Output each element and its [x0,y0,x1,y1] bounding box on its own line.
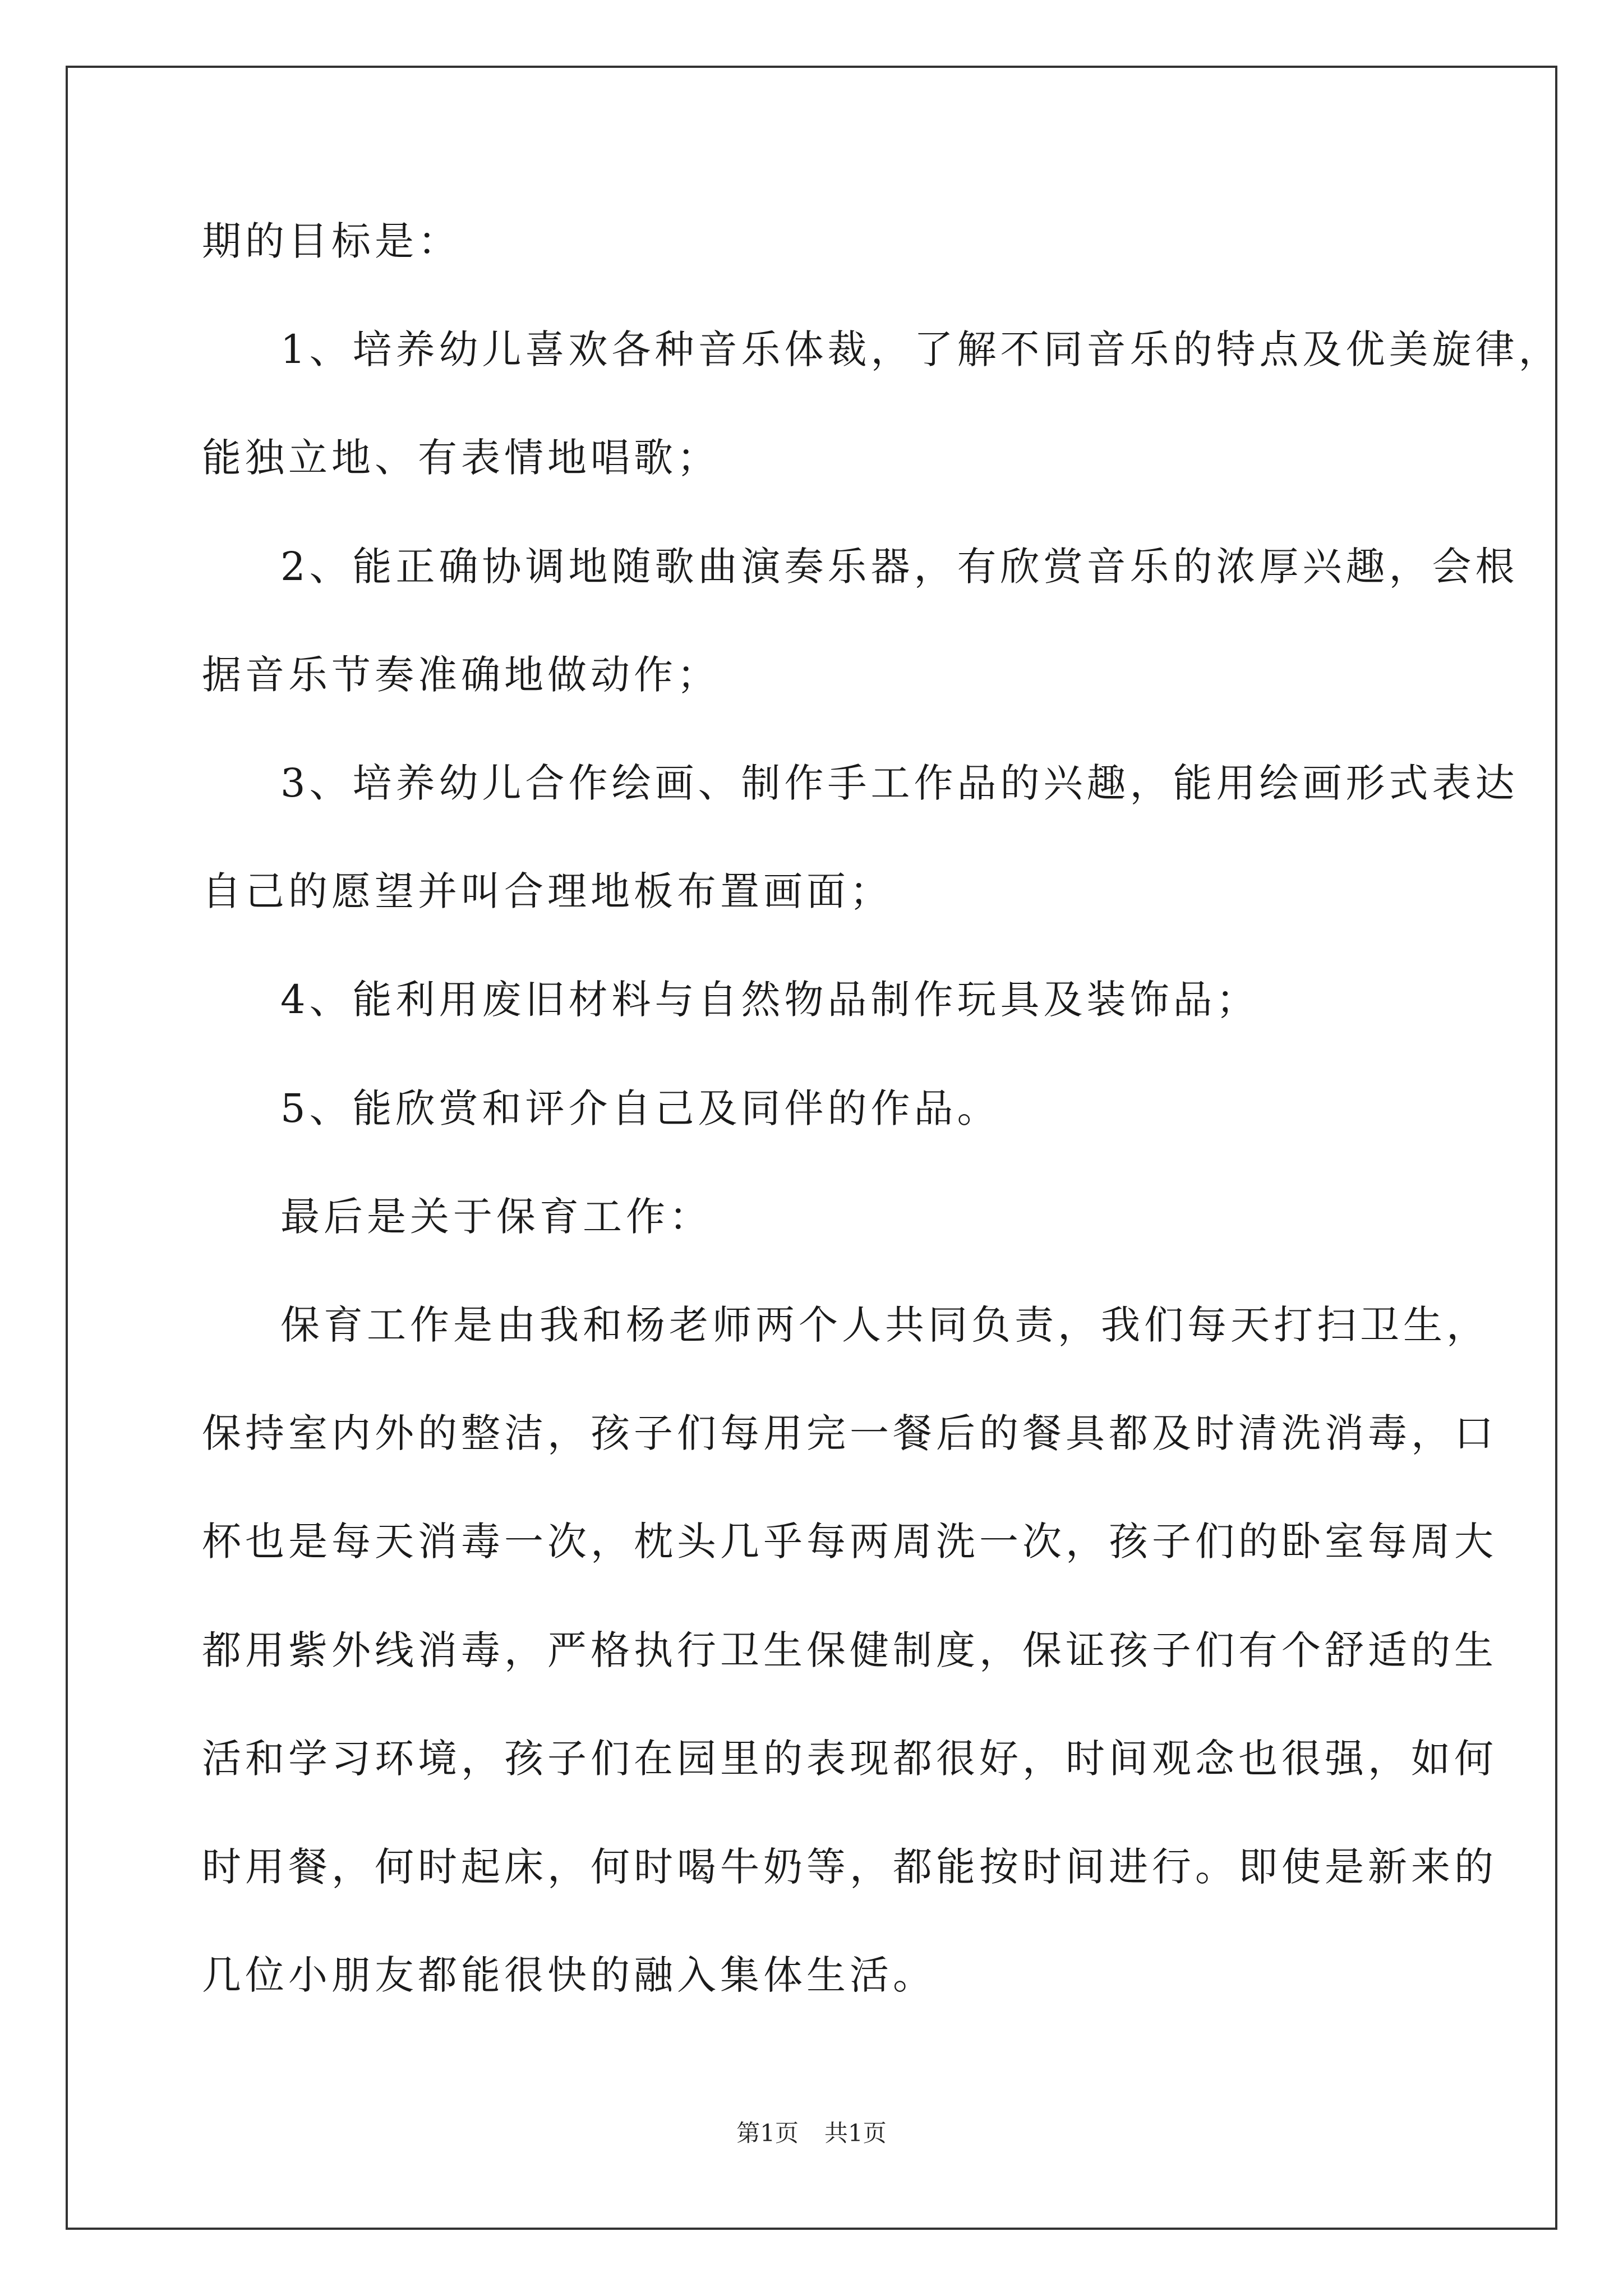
page-total: 共1页 [824,2119,887,2147]
paragraph-start: 3、培养幼儿合作绘画、制作手工作品的兴趣，能用绘画形式表达 [280,760,1519,806]
paragraph-start: 保育工作是由我和杨老师两个人共同负责，我们每天打扫卫生， [280,1302,1490,1348]
text-line: 期的目标是： [202,218,461,264]
page-number: 第1页 [736,2119,799,2147]
text-line: 保持室内外的整洁，孩子们每用完一餐后的餐具都及时清洗消毒，口 [202,1410,1497,1456]
paragraph-start: 5、能欣赏和评介自己及同伴的作品。 [280,1085,1000,1131]
text-line: 几位小朋友都能很快的融入集体生活。 [202,1952,936,1998]
text-line: 活和学习环境，孩子们在园里的表现都很好，时间观念也很强，如何 [202,1736,1497,1782]
paragraph-start: 4、能利用废旧材料与自然物品制作玩具及装饰品； [280,977,1260,1023]
text-line: 自己的愿望并叫合理地板布置画面； [202,868,893,914]
text-line: 时用餐，何时起床，何时喝牛奶等，都能按时间进行。即使是新来的 [202,1844,1497,1890]
paragraph-start: 1、培养幼儿喜欢各种音乐体裁，了解不同音乐的特点及优美旋律， [280,326,1562,372]
text-line: 都用紫外线消毒，严格执行卫生保健制度，保证孩子们有个舒适的生 [202,1627,1497,1673]
text-line: 杯也是每天消毒一次，枕头几乎每两周洗一次，孩子们的卧室每周大 [202,1519,1497,1565]
paragraph-start: 最后是关于保育工作： [280,1194,712,1240]
paragraph-start: 2、能正确协调地随歌曲演奏乐器，有欣赏音乐的浓厚兴趣，会根 [280,544,1519,590]
text-line: 据音乐节奏准确地做动作； [202,652,720,698]
text-line: 能独立地、有表情地唱歌； [202,435,720,481]
page-border [66,66,1557,2230]
page-footer [0,2115,1623,2148]
